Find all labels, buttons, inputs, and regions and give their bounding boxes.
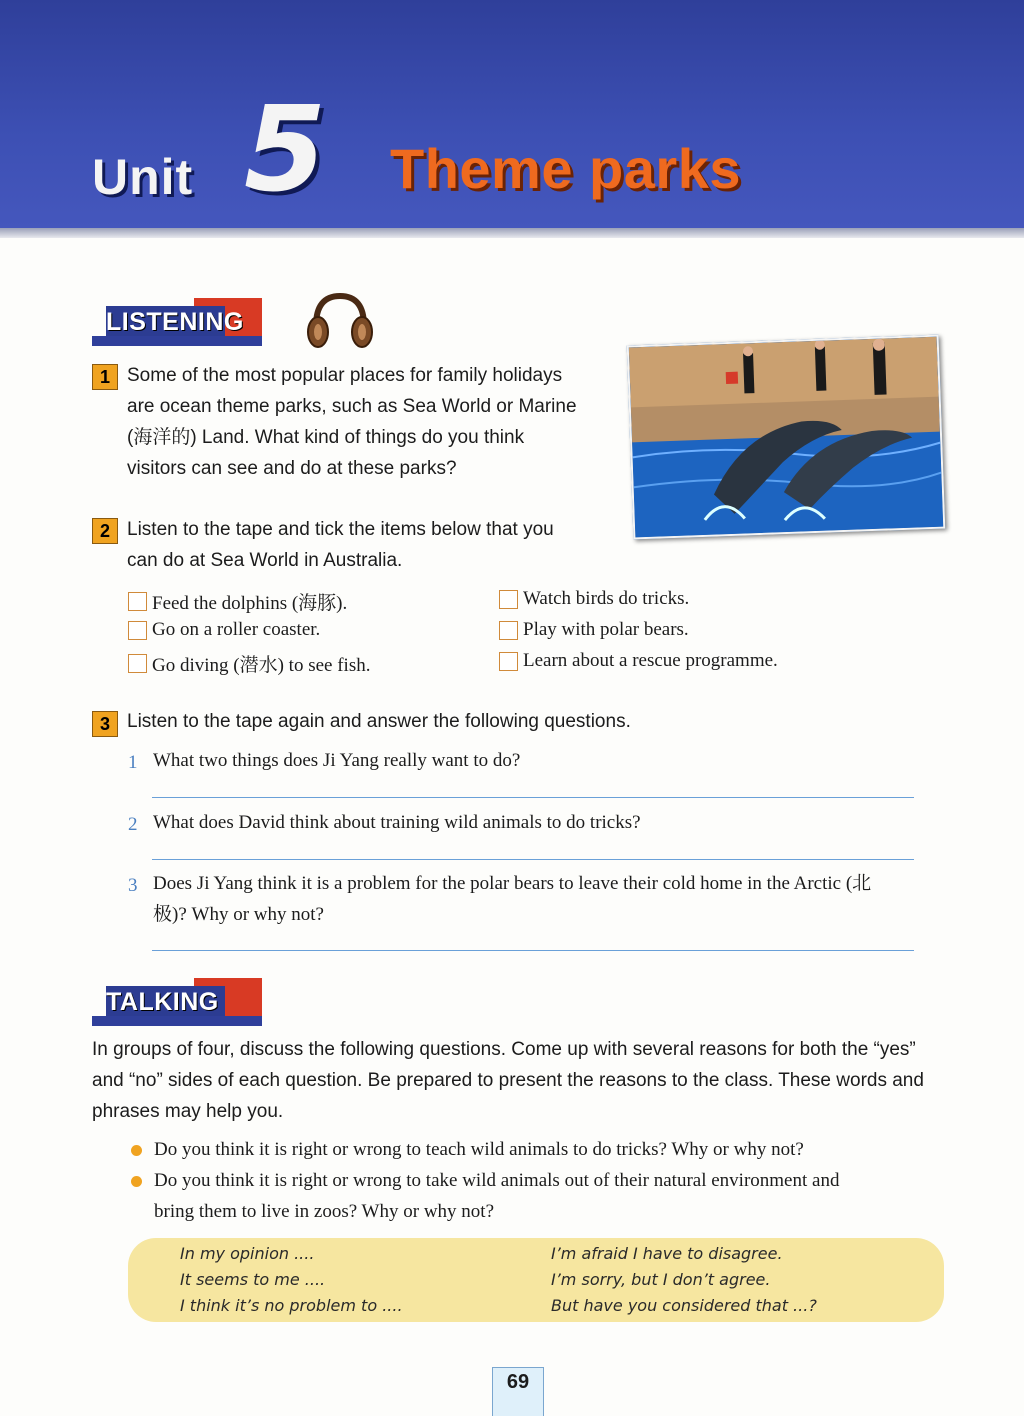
checklist-label: Watch birds do tricks.	[523, 588, 690, 609]
checklist-label: Play with polar bears.	[523, 619, 689, 640]
checkbox[interactable]	[128, 592, 147, 611]
question-number: 1	[128, 752, 138, 773]
unit-title: Theme parks	[390, 137, 741, 200]
unit-number: 5	[244, 80, 327, 218]
checkbox[interactable]	[499, 652, 518, 671]
question-number: 3	[128, 875, 138, 896]
talking-label: TALKING	[106, 988, 219, 1016]
tag-underline-bar	[92, 1016, 262, 1026]
answer-line[interactable]	[152, 859, 914, 860]
task-2-line: Listen to the tape and tick the items below that you	[127, 519, 554, 540]
phrase-left: It seems to me ....	[180, 1270, 326, 1289]
checkbox[interactable]	[499, 621, 518, 640]
task-1-text	[127, 360, 577, 484]
phrase-right: I’m sorry, but I don’t agree.	[551, 1270, 771, 1289]
question-line: 极)? Why or why not?	[153, 904, 324, 925]
task-2-line: can do at Sea World in Australia.	[127, 550, 403, 571]
bullet-dot-icon	[131, 1145, 142, 1156]
phrase-left: In my opinion ....	[180, 1244, 315, 1263]
task-number-3: 3	[92, 711, 118, 737]
task-number-1: 1	[92, 364, 118, 390]
task-2-text	[127, 514, 554, 576]
checklist-item[interactable]	[499, 588, 689, 610]
checkbox[interactable]	[499, 590, 518, 609]
checklist-label: Feed the dolphins (海豚).	[152, 593, 348, 614]
dolphin-show-photo	[627, 335, 946, 540]
checkbox[interactable]	[128, 654, 147, 673]
phrase-right: I’m afraid I have to disagree.	[551, 1244, 783, 1263]
question-text	[153, 868, 943, 930]
task-number-2: 2	[92, 518, 118, 544]
listening-label: LISTENING	[106, 308, 244, 336]
answer-line[interactable]	[152, 950, 914, 951]
bullet-dot-icon	[131, 1176, 142, 1187]
checklist-item[interactable]	[128, 619, 320, 641]
bullet-question	[154, 1165, 944, 1227]
talking-instructions: In groups of four, discuss the following questions. Come up with several reasons for both the “yes” and “no” sides of each question. Be prepared to present the reasons to the class. These words and phrases may help you.	[92, 1039, 924, 1122]
tag-underline-bar	[92, 336, 262, 346]
question-text: What two things does Ji Yang really want to do?	[153, 750, 521, 771]
checklist-label: Go on a roller coaster.	[152, 619, 321, 640]
checklist-item[interactable]	[128, 588, 347, 615]
checklist-item[interactable]	[499, 619, 689, 641]
task-1-line: (海洋的) Land. What kind of things do you think	[127, 427, 525, 448]
bullet-question: Do you think it is right or wrong to teach wild animals to do tricks? Why or why not?	[154, 1139, 804, 1160]
task-1-line: are ocean theme parks, such as Sea World or Marine	[127, 396, 577, 417]
bullet-line: bring them to live in zoos? Why or why not?	[154, 1201, 495, 1222]
phrase-right: But have you considered that ...?	[551, 1296, 817, 1315]
task-3-text: Listen to the tape again and answer the following questions.	[127, 711, 631, 732]
listening-section-tag	[92, 298, 262, 346]
task-1-line: Some of the most popular places for family holidays	[127, 365, 563, 386]
answer-line[interactable]	[152, 797, 914, 798]
page-number: 69	[492, 1367, 544, 1416]
checkbox[interactable]	[128, 621, 147, 640]
dolphin-photo-illustration	[629, 337, 943, 538]
question-line: Does Ji Yang think it is a problem for the polar bears to leave their cold home in the Arctic (北	[153, 873, 872, 894]
question-text: What does David think about training wild animals to do tricks?	[153, 812, 641, 833]
checklist-label: Go diving (潜水) to see fish.	[152, 655, 371, 676]
bullet-line: Do you think it is right or wrong to take wild animals out of their natural environment and	[154, 1170, 840, 1191]
checklist-label: Learn about a rescue programme.	[523, 650, 778, 671]
headphones-icon	[304, 292, 376, 352]
task-1-line: visitors can see and do at these parks?	[127, 458, 457, 479]
unit-label: Unit	[92, 149, 194, 205]
talking-section-tag	[92, 978, 262, 1026]
header-shadow	[0, 228, 1024, 238]
checklist-item[interactable]	[499, 650, 778, 672]
question-number: 2	[128, 814, 138, 835]
checklist-item[interactable]	[128, 650, 370, 677]
phrase-left: I think it’s no problem to ....	[180, 1296, 403, 1315]
